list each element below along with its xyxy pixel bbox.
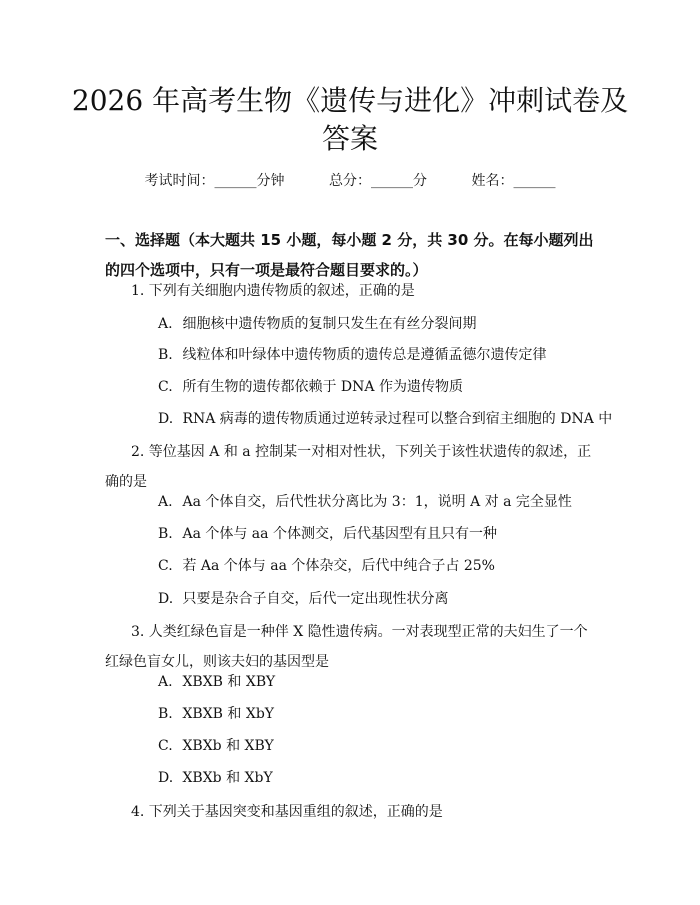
exam-title-line-1: 2026 年高考生物《遗传与进化》冲刺试卷及 xyxy=(71,84,629,117)
option-letter: D. xyxy=(158,591,174,607)
question-1-option-a xyxy=(158,314,598,334)
question-2-stem: 2. 等位基因 A 和 a 控制某一对相对性状，下列关于该性状遗传的叙述，正确的是 xyxy=(105,444,592,490)
option-letter: D. xyxy=(158,770,174,786)
question-3-stem: 3. 人类红绿色盲是一种伴 X 隐性遗传病。一对表现型正常的夫妇生了一个红绿色盲女儿，则该夫妇的基因型是 xyxy=(105,624,588,670)
question-2-option-d xyxy=(158,589,598,609)
question-3-option-c xyxy=(158,736,598,756)
option-text: 线粒体和叶绿体中遗传物质的遗传总是遵循孟德尔遗传定律 xyxy=(182,347,547,363)
exam-title-line-2: 答案 xyxy=(321,122,378,155)
option-letter: A. xyxy=(158,316,173,332)
question-1-option-c xyxy=(158,377,598,397)
option-letter: A. xyxy=(158,494,173,510)
option-letter: C. xyxy=(158,379,173,395)
question-4-stem: 4. 下列关于基因突变和基因重组的叙述，正确的是 xyxy=(131,804,443,820)
question-3-option-a xyxy=(158,672,598,692)
question-2-option-b xyxy=(158,524,598,544)
total-score-field: 总分：______分 xyxy=(329,173,427,189)
question-1-option-d xyxy=(158,409,613,429)
student-name-field: 姓名：______ xyxy=(471,173,556,189)
section-heading: 一、选择题（本大题共 15 小题，每小题 2 分，共 30 分。在每小题列出的四个选项中，只有一项是最符合题目要求的。） xyxy=(105,231,594,279)
option-letter: C. xyxy=(158,558,173,574)
question-1-option-b xyxy=(158,345,598,365)
question-3-option-d xyxy=(158,768,598,788)
option-text: 若 Aa 个体与 aa 个体杂交，后代中纯合子占 25% xyxy=(182,558,495,574)
option-text: Aa 个体与 aa 个体测交，后代基因型有且只有一种 xyxy=(182,526,497,542)
option-letter: D. xyxy=(158,411,174,427)
option-text: 所有生物的遗传都依赖于 DNA 作为遗传物质 xyxy=(182,379,463,395)
option-text: XBXb 和 XBY xyxy=(182,738,274,754)
question-1-stem: 1. 下列有关细胞内遗传物质的叙述，正确的是 xyxy=(131,283,415,299)
question-3-option-b xyxy=(158,704,598,724)
option-letter: A. xyxy=(158,674,173,690)
option-text: RNA 病毒的遗传物质通过逆转录过程可以整合到宿主细胞的 DNA 中 xyxy=(182,411,613,427)
option-text: XBXb 和 XbY xyxy=(182,770,273,786)
option-letter: B. xyxy=(158,526,173,542)
exam-meta xyxy=(0,170,700,190)
option-text: XBXB 和 XbY xyxy=(182,706,275,722)
question-2-option-a xyxy=(158,492,598,512)
option-letter: B. xyxy=(158,706,173,722)
exam-time-field: 考试时间：______分钟 xyxy=(144,173,285,189)
option-text: Aa 个体自交，后代性状分离比为 3：1，说明 A 对 a 完全显性 xyxy=(182,494,572,510)
option-letter: B. xyxy=(158,347,173,363)
option-text: 细胞核中遗传物质的复制只发生在有丝分裂间期 xyxy=(182,316,477,332)
option-text: 只要是杂合子自交，后代一定出现性状分离 xyxy=(182,591,449,607)
option-letter: C. xyxy=(158,738,173,754)
option-text: XBXB 和 XBY xyxy=(182,674,276,690)
question-2-option-c xyxy=(158,556,598,576)
